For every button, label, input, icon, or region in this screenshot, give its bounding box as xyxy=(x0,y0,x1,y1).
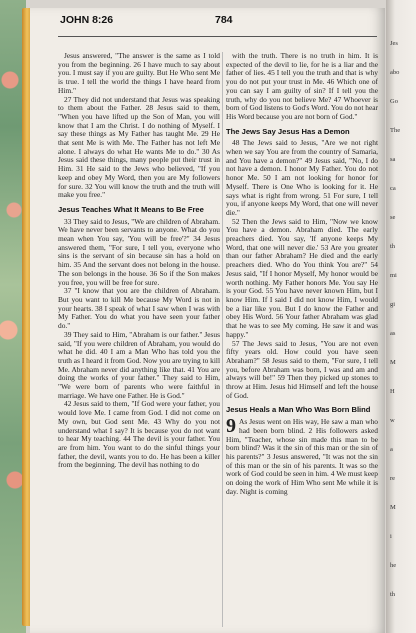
section-heading: Jesus Teaches What It Means to Be Free xyxy=(58,204,204,214)
facing-page-text-fragment: H xyxy=(390,388,395,395)
chapter-number: 9 xyxy=(226,415,236,438)
verse-paragraph: with the truth. There is no truth in him. It is expected of the devil to lie, for he is a liar and the father of lies. 45 I tell you the truth and that is why you do not put your trust in Me. 46 Which one of you can say I am guilty of sin? If I tell you the truth, why do you not believe Me? 47 Whoever is born of God listens to God's Word. You do not hear His Word because you are not born of God." xyxy=(226,51,378,121)
bible-page xyxy=(30,8,385,633)
verse-paragraph: 37 "I know that you are the children of Abraham. But you want to kill Me because My Word is not in your hearts. 38 I speak of what I saw when I was with My Father. You do what you have seen your father do." xyxy=(58,286,220,331)
facing-page-text-fragment: M xyxy=(390,359,396,366)
facing-page-text-fragment: th xyxy=(390,243,396,250)
facing-page-text-fragment: w xyxy=(390,417,395,424)
facing-page-text-fragment: th xyxy=(390,591,396,598)
verse-paragraph: 33 They said to Jesus, "We are children of Abraham. We have never been servants to anyone. What do you mean when You say, 'You will be free'?" 34 Jesus answered them, "For sure, I tell you, everyone who sins is the servant of sin because sin has a hold on him. 35 And the servant does not belong in the house. The son belongs in the house. 36 So if the Son makes you free, you will be free for sure. xyxy=(58,216,220,287)
facing-page-text-fragment: The xyxy=(390,127,401,134)
chapter-text: As Jesus went on His way, He saw a man who had been born blind. 2 His followers asked Him, "Teacher, whose sin made this man to be born blind? Was it the sin of this man or the sin of his parents?" 3 Jesus answered, "It was not the sin of this man or the sin of his parents. It was so the work of God could be seen in him. 4 We must keep on doing the work of Him Who sent Me while it is day. Night is coming xyxy=(226,417,378,496)
facing-page-text-fragment: re xyxy=(390,475,396,482)
facing-page-text-fragment: gi xyxy=(390,301,396,308)
verse-paragraph: 42 Jesus said to them, "If God were your father, you would love Me. I came from God. I did not come on My own, but God sent Me. 43 Why do you not understand what I say? It is because you do not want to hear My teaching. 44 The devil is your father. You are from him. You want to do the sinful things your father, the devil, wants you to do. He has been a killer from the beginning. The devil has nothing to do xyxy=(58,399,220,470)
facing-page-text-fragment: Jes xyxy=(390,40,398,47)
verse-paragraph: Jesus answered, "The answer is the same as I told you from the beginning. 26 I have much to say about you. I must say if you are guilty. But He Who sent Me is true. I tell the world the things I have heard from Him." xyxy=(58,51,220,95)
facing-page-text-fragment: i xyxy=(390,533,392,540)
facing-page-text-fragment: Go xyxy=(390,98,398,105)
verse-paragraph: 52 Then the Jews said to Him, "Now we know You have a demon. Abraham died. The early preachers died. You say, 'If anyone keeps My Word, that one will never die.' 53 Are you greater than our father Abraham? He died and the early preachers died. Who do You think You are?" 54 Jesus said, "If I honor Myself, My honor would be worth nothing. My Father honors Me. You say He is your God. 55 You have never known Him, but I know Him. If I said I did not know Him, I would be a liar like you. But I do know the Father and obey His Word. 56 Your father Abraham was glad that he was to see My coming. He saw it and was happy." xyxy=(226,216,378,339)
facing-page-edge xyxy=(386,0,416,633)
chapter-paragraph xyxy=(226,415,378,496)
right-text-column xyxy=(226,52,378,496)
page-number: 784 xyxy=(215,14,233,26)
section-heading: The Jews Say Jesus Has a Demon xyxy=(226,126,350,136)
facing-page-text-fragment: he xyxy=(390,562,397,569)
verse-paragraph: 39 They said to Him, "Abraham is our father." Jesus said, "If you were children of Abraham, you would do what he did. 40 I am a Man Who has told you the truth as I heard it from God. Now you are trying to kill Me. Abraham never did anything like that. 41 You are doing the works of your father." They said to Him, "We were born of parents who were faithful in marriage. We have one Father. He is God." xyxy=(58,329,220,400)
facing-page-text-fragment: sa xyxy=(390,156,396,163)
verse-paragraph: 27 They did not understand that Jesus was speaking to them about the Father. 28 Jesus said to them, "When you have lifted up the Son of Man, you will know that I am the Christ. I do nothing of Myself. I say these things as My Father has taught Me. 29 He that sent Me is with Me. The Father has not left Me alone. I always do what He wants Me to do." 30 As Jesus said these things, many people put their trust in Him. 31 He said to the Jews who believed, "If you keep and obey My Word, then you are My followers for sure. 32 You will know the truth and the truth will make you free." xyxy=(58,94,220,200)
facing-page-text-fragment: ca xyxy=(390,185,396,192)
facing-page-text-fragment: M xyxy=(390,504,396,511)
column-divider xyxy=(222,52,223,627)
facing-page-text-fragment: as xyxy=(390,330,396,337)
section-heading: Jesus Heals a Man Who Was Born Blind xyxy=(226,405,371,415)
facing-page-text-fragment: abo xyxy=(390,69,400,76)
facing-page-text-fragment: se xyxy=(390,214,396,221)
verse-paragraph: 57 The Jews said to Jesus, "You are not even fifty years old. How could you have seen Abraham?" 58 Jesus said to them, "For sure, I tell you, before Abraham was born, I was and am and always will be!" 59 Then they picked up stones to throw at Him. Jesus hid Himself and left the house of God. xyxy=(226,338,378,400)
verse-paragraph: 48 The Jews said to Jesus, "Are we not right when we say You are from the country of Samaria, and You have a demon?" 49 Jesus said, "No, I do not have a demon. I honor My Father. You do not honor Me. 50 I am not looking for honor for Myself. There is One Who is looking for it. He says what is right from wrong. 51 For sure, I tell you, if anyone keeps My Word, that one will never die." xyxy=(226,138,378,217)
facing-page-text-fragment: a xyxy=(390,446,393,453)
running-header-reference: JOHN 8:26 xyxy=(60,14,114,26)
left-text-column xyxy=(58,52,220,470)
facing-page-text-fragment: mi xyxy=(390,272,397,279)
header-rule xyxy=(58,36,377,37)
